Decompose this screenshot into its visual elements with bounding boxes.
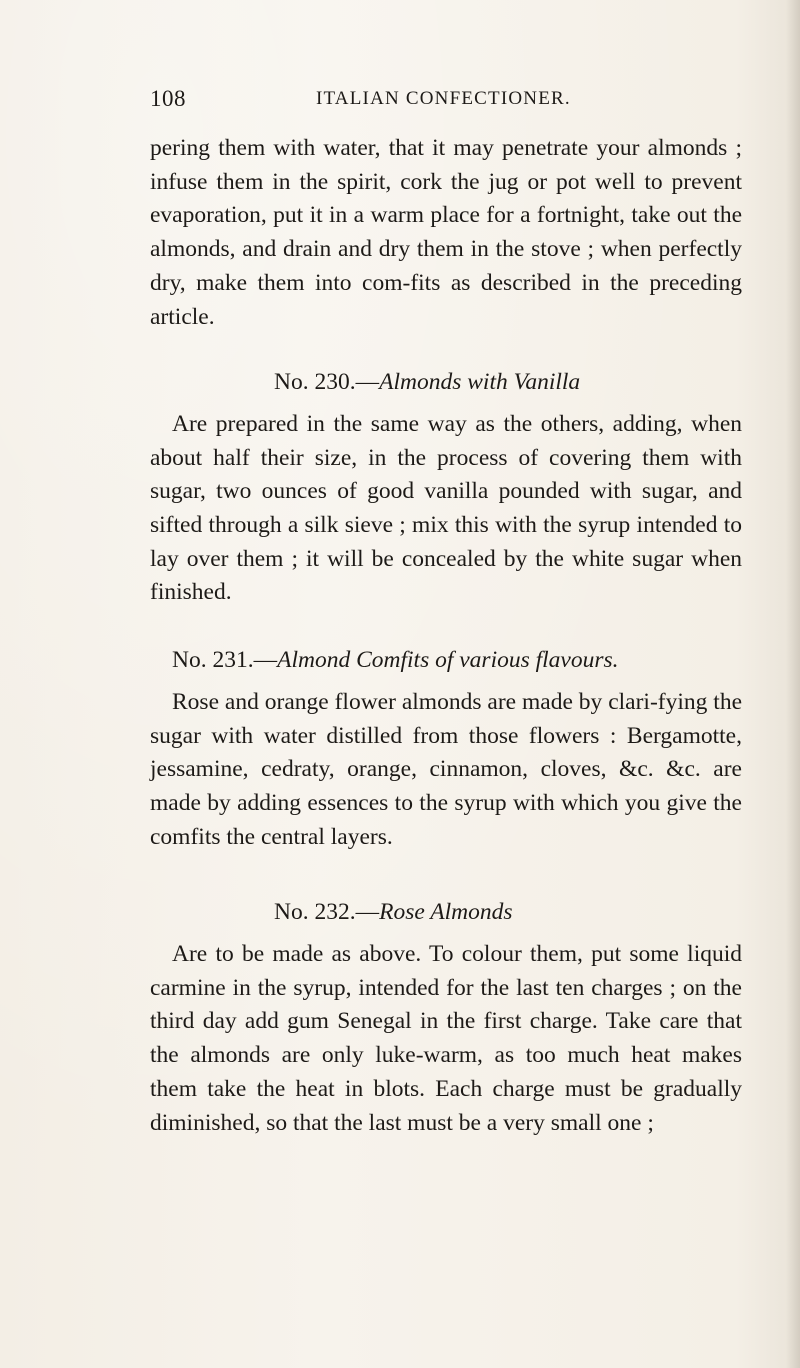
- continuation-paragraph: pering them with water, that it may penetrate your almonds ; infuse them in the spirit, cork the jug or pot well to prevent evaporation, put it in a warm place for a fortnight, take out the almonds, and drain and dry them in the stove ; when perfectly dry, make them into com-fits as described in the preceding article.: [150, 135, 742, 330]
- section-number: No. 230.—: [274, 369, 380, 396]
- section-number: No. 231.—: [172, 647, 278, 674]
- page-edge-shadow: [786, 0, 800, 1368]
- page-body: [150, 132, 742, 1140]
- section-paragraph-231: Rose and orange flower almonds are made by clari-fying the sugar with water distilled from those flowers : Bergamotte, jessamine, cedraty, orange, cinnamon, cloves, &c. &c. are made by adding essences to the syrup with which you give the comfits the central layers.: [150, 688, 742, 850]
- running-head: ITALIAN CONFECTIONER.: [316, 88, 571, 109]
- section-heading-230: [150, 366, 742, 400]
- section-title: Rose Almonds: [379, 899, 513, 926]
- section-heading-231: [150, 644, 742, 678]
- section-title: Almond Comfits of various flavours.: [277, 647, 619, 674]
- section-title: Almonds with Vanilla: [379, 369, 581, 396]
- section-number: No. 232.—: [274, 899, 380, 926]
- section-paragraph-230: Are prepared in the same way as the others, adding, when about half their size, in the process of covering them with sugar, two ounces of good vanilla pounded with sugar, and sifted through a silk sieve ; mix this with the syrup intended to lay over them ; it will be concealed by the white sugar when finished.: [150, 410, 742, 606]
- page-header: [150, 86, 740, 116]
- section-paragraph-232: Are to be made as above. To colour them, put some liquid carmine in the syrup, intended for the last ten charges ; on the third day add gum Senegal in the first charge. Take care that the almonds are only luke-warm, as too much heat makes them take the heat in blots. Each charge must be gradually diminished, so that the last must be a very small one ;: [150, 941, 742, 1136]
- section-heading-232: [150, 896, 742, 930]
- page-number: 108: [150, 86, 186, 111]
